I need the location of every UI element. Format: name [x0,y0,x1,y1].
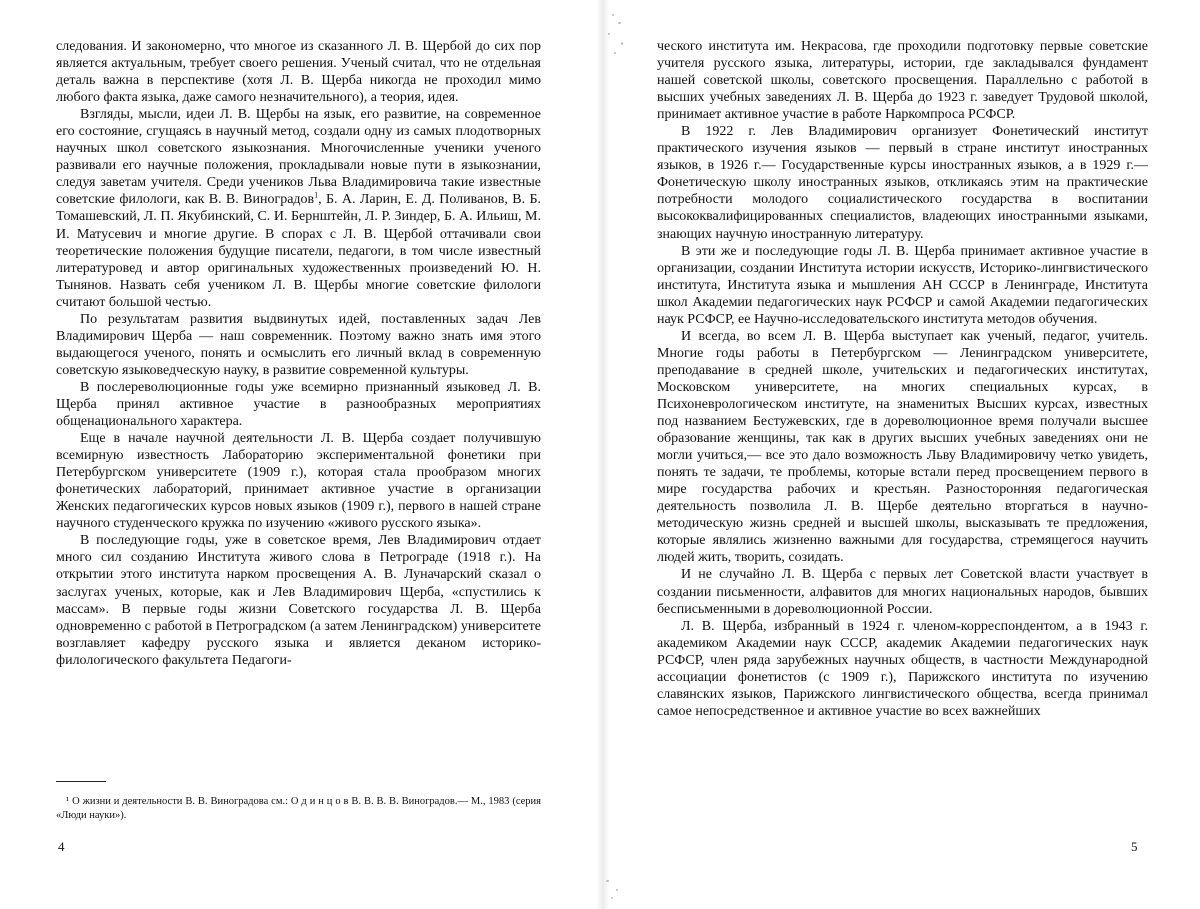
page-gutter [596,0,610,909]
page-number-left: 4 [58,839,65,855]
right-paragraph-5: И не случайно Л. В. Щерба с первых лет Советской власти участвует в создании письменности, алфавитов для многих национальных народов, бывших бесписьменными в дореволюционной России. [657,566,1148,617]
left-paragraph-1: следования. И закономерно, что многое из сказанного Л. В. Щербой до сих пор является актуальным, требует своего решения. Ученый считал, что не отдельная деталь важна в перспективе (хотя Л. В. Щерба никогда не проходил мимо любого факта языка, даже самого незначительного), а теория, идея. [56,38,541,106]
footnote-reference[interactable]: 1 [314,191,318,200]
scan-speck [608,33,610,35]
left-paragraph-3: По результатам развития выдвинутых идей, поставленных задач Лев Владимирович Щерба — наш современник. Поэтому важно знать имя этого выдающегося ученого, понять и осмыслить его личный вклад в современную советскую языковедческую науку, в развитие современной культуры. [56,311,541,379]
footnote-divider [56,781,106,782]
left-paragraph-6: В последующие годы, уже в советское время, Лев Владимирович отдает много сил созданию Института живого слова в Петрограде (1918 г.). На открытии этого института нарком просвещения А. В. Луначарский сказал о заслугах ученых, которые, как и Лев Владимирович Щерба, «спустились к массам». В первые годы жизни Советского государства Л. В. Щерба одновременно с работой в Петроградском (а затем Ленинградском) университете возглавляет кафедру русского языка и является деканом историко-филологического факультета Педагоги- [56,532,541,668]
page-number-right: 5 [1131,839,1138,855]
right-page [657,38,1148,720]
scan-speck [612,14,614,16]
right-paragraph-4: И всегда, во всем Л. В. Щерба выступает как ученый, педагог, учитель. Многие годы работы в Петербургском — Ленинградском университете, преподавание в средней школе, учительских и педагогических институтах, Московском университете, на многих специальных курсах, в Психоневрологическом институте, на знаменитых Высших курсах, известных под названием Бестужевских, где в дореволюционное время получали высшее образование женщины, так как в других высших учебных заведениях они не могли учиться,— все это дало возможность Льву Владимировичу четко увидеть, понять те задачи, те проблемы, которые встали перед просвещением первого в мире государства рабочих и крестьян. Разносторонняя педагогическая деятельность позволила Л. В. Щербе деятельно вторгаться в научно-методическую жизнь средней и высшей школы, высказывать те предложения, которые являлись жизненно важными для государства, стремящегося научить людей жить, творить, созидать. [657,328,1148,567]
scan-speck [614,52,616,54]
scan-speck [611,897,613,899]
right-paragraph-3: В эти же и последующие годы Л. В. Щерба принимает активное участие в организации, создании Института истории искусств, Историко-лингвистического института, Института языка и мышления АН СССР в Ленинграде, Института школ Академии педагогических наук РСФСР и самой Академии педагогических наук РСФСР, ее Научно-исследовательского института методов обучения. [657,243,1148,328]
left-paragraph-2-continued: , Б. А. Ларин, Е. Д. Поливанов, В. Б. Томашевский, Л. П. Якубинский, С. И. Бернштейн, Л. Р. Зиндер, Б. А. Ильиш, М. И. Матусевич и многие другие. В спорах с Л. В. Щербой оттачивали свои теоретические положения будущие писатели, педагоги, в том числе известный литературовед и автор оригинальных художественных произведений Ю. Н. Тынянов. Назвать себя учеником Л. В. Щербы многие советские филологи считают большой честью. [56,192,541,309]
right-paragraph-1: ческого института им. Некрасова, где проходили подготовку первые советские учителя русского языка, литературы, истории, где закладывался фундамент нашей советской школы, советского просвещения. Параллельно с работой в высших учебных заведениях Л. В. Щерба до 1923 г. заведует Трудовой школой, принимает активное участие в работе Наркомпроса РСФСР. [657,38,1148,123]
footnote: ¹ О жизни и деятельности В. В. Виноградова см.: О д и н ц о в В. В. В. В. Виноградов.— М., 1983 (серия «Люди науки»). [56,795,541,823]
right-paragraph-2: В 1922 г. Лев Владимирович организует Фонетический институт практического изучения языков — первый в стране институт иностранных языков, в 1926 г.— Государственные курсы иностранных языков, а в 1929 г.— Фонетическую школу иностранных языков, откликаясь этим на практические потребности молодого социалистического государства в воспитании высококвалифицированных специалистов, владеющих иностранными языками, знающих научную иностранную литературу. [657,123,1148,242]
left-paragraph-2 [56,106,541,311]
left-paragraph-5: Еще в начале научной деятельности Л. В. Щерба создает получившую всемирную известность Лабораторию экспериментальной фонетики при Петербургском университете (1909 г.), которая стала прообразом многих фонетических лабораторий, принимает активное участие в организации Женских педагогических курсов новых языков (1909 г.), первого в нашей стране научного студенческого кружка по изучению «живого русского языка». [56,430,541,532]
right-paragraph-6: Л. В. Щерба, избранный в 1924 г. членом-корреспондентом, а в 1943 г. академиком Академии наук СССР, академик Академии педагогических наук РСФСР, член ряда зарубежных научных обществ, в частности Международной ассоциации фонетистов (с 1909 г.), Парижского института по изучению славянских языков, Парижского лингвистического общества, всегда принимал самое непосредственное и активное участие во всех важнейших [657,618,1148,720]
book-spread [0,0,1200,909]
left-paragraph-2-text: Взгляды, мысли, идеи Л. В. Щербы на язык, его развитие, на современное его состояние, сгущаясь в научный метод, создали одну из самых плодотворных научных школ советского языкознания. Многочисленные ученики ученого развивали его научные положения, прокладывали новые пути в языкознании, следуя заветам учителя. Среди учеников Льва Владимировича такие известные советские филологи, как В. В. Виноградов [56,107,541,207]
scan-speck [616,889,618,891]
left-paragraph-4: В послереволюционные годы уже всемирно признанный языковед Л. В. Щерба принял активное участие в разнообразных мероприятиях общенационального характера. [56,379,541,430]
scan-speck [621,42,623,45]
scan-speck [618,22,621,24]
left-page [56,38,541,669]
scan-speck [606,880,609,882]
